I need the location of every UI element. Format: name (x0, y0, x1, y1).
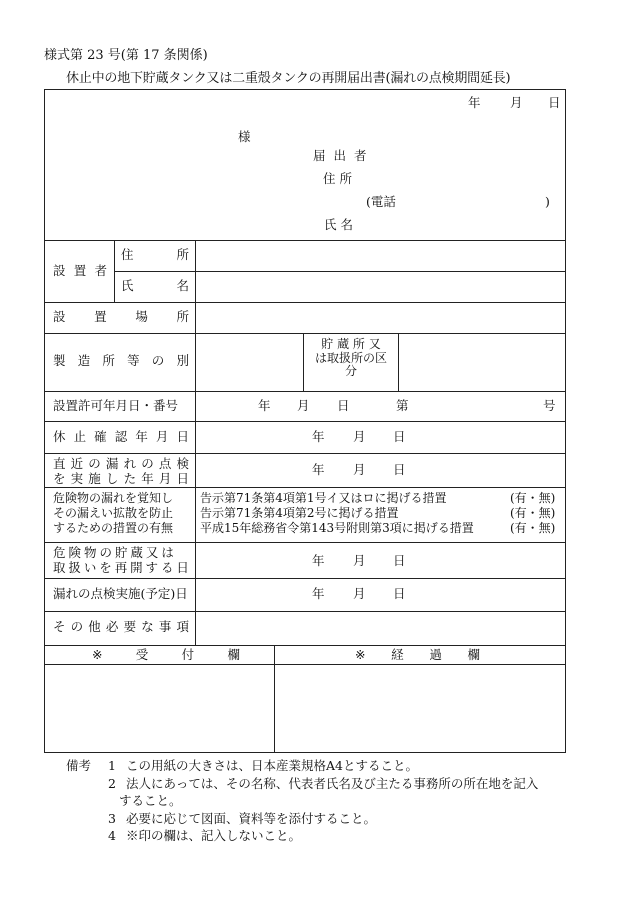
note-4-text: ※印の欄は、記入しないこと。 (126, 828, 302, 843)
storage-type-label: 貯 蔵 所 又 は取扱所の区 分 (314, 337, 387, 378)
measure-choice-1: (有・無) (510, 491, 556, 505)
measure-item-3: 平成15年総務省令第143号附則第3項に掲げる措置 (200, 521, 474, 535)
permit-day: 日 (337, 398, 350, 413)
notifier-address-label: 住 所 (323, 171, 352, 186)
suspension-year: 年 (312, 429, 325, 444)
leak-check-year: 年 (312, 586, 325, 601)
addressee-suffix: 様 (238, 129, 251, 144)
date-month: 月 (510, 95, 523, 110)
phone-label-open: (電話 (366, 194, 396, 209)
note-1-text: この用紙の大きさは、日本産業規格A4とすること。 (126, 758, 418, 773)
permit-year: 年 (258, 398, 271, 413)
reception-column-header: ※ 受 付 欄 (92, 647, 240, 662)
recent-leak-check-year: 年 (312, 462, 325, 477)
recent-leak-check-day: 日 (393, 462, 406, 477)
leak-check-day: 日 (393, 586, 406, 601)
suspension-day: 日 (393, 429, 406, 444)
notifier-label: 届 出 者 (313, 148, 369, 163)
phone-label-close: ) (545, 194, 550, 209)
notifier-name-label: 氏 名 (324, 217, 353, 232)
note-3-number: 3 (108, 811, 116, 826)
note-4-number: 4 (108, 828, 116, 843)
date-day: 日 (548, 95, 561, 110)
resume-date-label: 危 険 物 の 貯 蔵 又 は 取 扱 い を 再 開 す る 日 (53, 545, 189, 575)
suspension-confirm-label: 休 止 確 認 年 月 日 (53, 429, 189, 444)
permit-go: 号 (543, 398, 556, 413)
notes-heading: 備考 (66, 758, 92, 773)
form-table (44, 89, 566, 753)
permit-month: 月 (297, 398, 310, 413)
date-year: 年 (468, 95, 481, 110)
measure-choice-3: (有・無) (510, 521, 556, 535)
leak-check-month: 月 (353, 586, 366, 601)
other-matters-label: そ の 他 必 要 な 事 項 (53, 619, 189, 634)
progress-column-header: ※ 経 過 欄 (355, 647, 480, 662)
note-1-number: 1 (108, 758, 116, 773)
install-location-label: 設 置 場 所 (53, 309, 189, 324)
resume-day: 日 (393, 553, 406, 568)
installer-name-label: 氏 名 (121, 278, 189, 293)
facility-type-label: 製 造 所 等 の 別 (53, 353, 189, 368)
installer-address-label: 住 所 (121, 247, 189, 262)
measure-choice-2: (有・無) (510, 506, 556, 520)
note-2-continuation: すること。 (119, 793, 182, 808)
leak-check-date-label: 漏れの点検実施(予定)日 (53, 586, 188, 601)
resume-month: 月 (353, 553, 366, 568)
note-3-text: 必要に応じて図面、資料等を添付すること。 (126, 811, 377, 826)
permit-label: 設置許可年月日・番号 (53, 398, 179, 413)
installer-label: 設 置 者 (53, 263, 107, 278)
suspension-month: 月 (353, 429, 366, 444)
recent-leak-check-label: 直 近 の 漏 れ の 点 検 を 実 施 し た 年 月 日 (53, 456, 189, 486)
resume-year: 年 (312, 553, 325, 568)
measure-item-1: 告示第71条第4項第1号イ又はロに掲げる措置 (200, 491, 447, 505)
recent-leak-check-month: 月 (353, 462, 366, 477)
form-number: 様式第 23 号(第 17 条関係) (44, 48, 208, 63)
note-2-text: 法人にあっては、その名称、代表者氏名及び主たる事務所の所在地を記入 (126, 776, 539, 791)
form-title: 休止中の地下貯蔵タンク又は二重殻タンクの再開届出書(漏れの点検期間延長) (66, 71, 511, 86)
leak-measures-label: 危険物の漏れを覚知し その漏えい拡散を防止 するための措置の有無 (53, 491, 174, 535)
measure-item-2: 告示第71条第4項第2号に掲げる措置 (200, 506, 399, 520)
note-2-number: 2 (108, 776, 116, 791)
permit-dai: 第 (396, 398, 409, 413)
